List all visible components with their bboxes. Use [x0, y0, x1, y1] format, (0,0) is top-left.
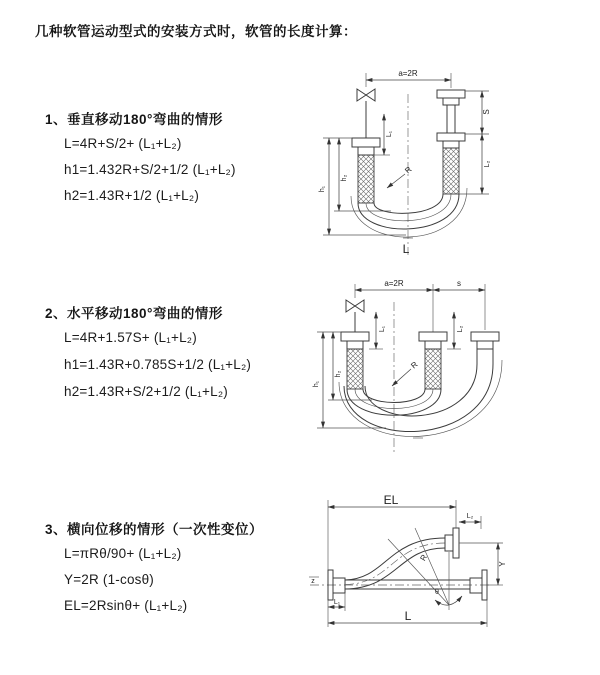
- dim-label-r: R: [403, 164, 414, 176]
- angle-label-theta: θ: [435, 589, 439, 596]
- dim-l1: [369, 312, 386, 349]
- page-title: 几种软管运动型式的安装方式时，软管的长度计算：: [35, 24, 357, 39]
- dim-label-h2: h₂: [335, 370, 342, 378]
- dim-y: [459, 543, 507, 585]
- dim-label-h1: h₁: [319, 185, 326, 193]
- dim-l1: [374, 114, 393, 155]
- left-pipe-flange: [341, 312, 369, 389]
- dim-label-el: EL: [383, 493, 399, 507]
- dim-label-h2: h₂: [341, 174, 348, 182]
- dim-label-l2: L₂: [484, 160, 491, 168]
- dim-label-l1: L₁: [379, 325, 386, 333]
- valve-icon: [357, 89, 375, 101]
- dim-label-l: L: [402, 242, 410, 256]
- section2-formula-L: L=4R+1.57S+ (L₁+L₂): [64, 330, 197, 345]
- dim-l1: [328, 593, 345, 611]
- braided-hose-left-leg: [347, 349, 363, 389]
- dim-l2: [459, 513, 481, 529]
- section2-heading: 2、水平移动180°弯曲的情形: [45, 306, 223, 321]
- valve-icon: [346, 300, 364, 312]
- section3-formula-L: L=πRθ/90+ (L₁+L₂): [64, 546, 182, 561]
- dim-label-s: s: [457, 279, 461, 288]
- dim-a2r: [366, 69, 451, 88]
- dim-s: [465, 91, 491, 134]
- dim-label-l1: L₁: [386, 130, 393, 138]
- hose-displaced-s-curve: [345, 538, 445, 589]
- dim-el: [328, 493, 456, 570]
- braided-hose-middle-leg: [425, 349, 441, 389]
- dim-label-h1: h₁: [313, 380, 320, 388]
- section3-formula-EL: EL=2Rsinθ+ (L₁+L₂): [64, 598, 188, 613]
- right-pipe-flange: [471, 332, 499, 364]
- dim-label-a2r: a=2R: [384, 279, 404, 288]
- hose-u-displaced: [339, 360, 502, 438]
- section3-formula-Y: Y=2R (1-cosθ): [64, 572, 155, 587]
- section1-heading: 1、垂直移动180°弯曲的情形: [45, 112, 223, 127]
- right-pipe-flanges: [437, 90, 465, 194]
- dim-l2: [459, 134, 491, 194]
- section3-heading: 3、横向位移的情形（一次性变位）: [45, 522, 264, 537]
- section1-formula-L: L=4R+S/2+ (L₁+L₂): [64, 136, 182, 151]
- dim-label-r: R: [409, 359, 420, 371]
- section2-formula-h2: h2=1.43R+S/2+1/2 (L₁+L₂): [64, 384, 228, 399]
- dim-l: [328, 600, 487, 627]
- dim-r: [392, 360, 420, 386]
- dim-label-l2: L₂: [466, 513, 474, 520]
- diagram-horizontal-180-bend: [308, 276, 573, 471]
- dim-l2: [447, 312, 464, 349]
- middle-pipe-flange: [419, 332, 447, 389]
- diagram-vertical-180-bend: [311, 64, 589, 264]
- left-pipe-flange: [352, 101, 380, 203]
- top-right-flange: [445, 528, 459, 558]
- braided-hose-left-leg: [358, 155, 374, 203]
- section1-formula-h1: h1=1.432R+S/2+1/2 (L₁+L₂): [64, 162, 236, 177]
- dim-label-s: S: [482, 109, 491, 115]
- axis-label-z: z: [311, 578, 315, 585]
- dim-label-l1: L₁: [333, 599, 341, 606]
- dim-label-r: R: [418, 552, 430, 563]
- dim-a2r: [355, 279, 485, 332]
- dim-label-l: L: [404, 609, 412, 623]
- dim-r: [387, 165, 414, 188]
- braided-hose-right-leg: [443, 148, 459, 194]
- diagram-lateral-displacement: [296, 491, 600, 651]
- section1-formula-h2: h2=1.43R+1/2 (L₁+L₂): [64, 188, 200, 203]
- dim-label-y: Y: [498, 561, 507, 567]
- dim-label-a2r: a=2R: [398, 69, 418, 78]
- section2-formula-h1: h1=1.43R+0.785S+1/2 (L₁+L₂): [64, 357, 252, 372]
- dim-label-l2: L₂: [457, 325, 464, 333]
- dim-stroke-s: [433, 279, 485, 290]
